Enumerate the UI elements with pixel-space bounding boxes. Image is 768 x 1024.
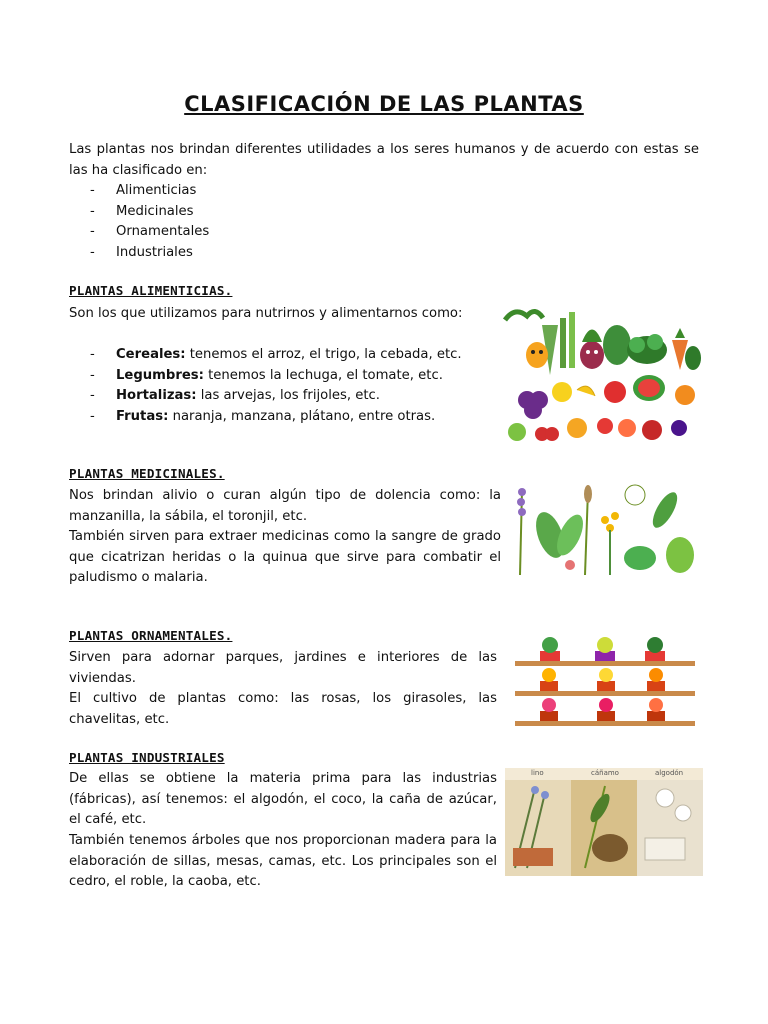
desc: las arvejas, los frijoles, etc. bbox=[196, 388, 380, 403]
list-item: - Alimenticias bbox=[90, 181, 209, 202]
industriales-p1: De ellas se obtiene la materia prima para las industrias (fábricas), así tenemos: el algodón, el coco, la caña de azúcar, el café, etc. bbox=[69, 771, 497, 827]
fibers-icon bbox=[505, 768, 703, 876]
section-heading-alimenticias: PLANTAS ALIMENTICIAS. bbox=[69, 283, 233, 298]
list-item bbox=[90, 345, 500, 366]
list-item: - Ornamentales bbox=[90, 222, 209, 243]
alimenticias-list bbox=[90, 345, 500, 427]
ornamentales-p2: El cultivo de plantas como: las rosas, los girasoles, las chavelitas, etc. bbox=[69, 691, 497, 727]
term: Legumbres: bbox=[116, 367, 204, 383]
types-list bbox=[90, 181, 209, 263]
intro-paragraph: Las plantas nos brindan diferentes utilidades a los seres humanos y de acuerdo con estas se las ha clasificado en: bbox=[69, 142, 699, 178]
section-heading-medicinales: PLANTAS MEDICINALES. bbox=[69, 466, 225, 481]
term: Hortalizas: bbox=[116, 388, 197, 403]
industriales-p2: También tenemos árboles que nos proporcionan madera para la elaboración de sillas, mesas, camas, etc. Los principales son el cedro, el roble, la caoba, etc. bbox=[69, 833, 497, 889]
vegetables-icon bbox=[505, 311, 701, 375]
section-heading-industriales: PLANTAS INDUSTRIALES bbox=[69, 750, 225, 765]
vegetables-fruits-illustration bbox=[497, 300, 702, 450]
term: Cereales: bbox=[116, 347, 186, 362]
herbs-icon bbox=[517, 485, 694, 575]
term: Frutas: bbox=[116, 408, 169, 424]
alimenticias-text: Son los que utilizamos para nutrirnos y alimentarnos como: bbox=[69, 306, 463, 321]
ornamentales-p1: Sirven para adornar parques, jardines e interiores de las viviendas. bbox=[69, 650, 497, 686]
desc: tenemos la lechuga, el tomate, etc. bbox=[203, 367, 443, 383]
fruits-icon bbox=[508, 375, 695, 441]
medicinales-p2: También sirven para extraer medicinas como la sangre de grado que cicatrizan heridas o la quinua que sirve para combatir el paludismo o malaria. bbox=[69, 529, 501, 585]
section-heading-ornamentales: PLANTAS ORNAMENTALES. bbox=[69, 628, 233, 643]
list-item bbox=[90, 407, 500, 428]
potted-plants-shelf-illustration bbox=[510, 633, 700, 733]
medicinales-p1: Nos brindan alivio o curan algún tipo de dolencia como: la manzanilla, la sábila, el toronjil, etc. bbox=[69, 488, 501, 524]
list-item bbox=[90, 386, 500, 407]
industrial-plants-illustration bbox=[505, 768, 703, 876]
list-item bbox=[90, 366, 500, 387]
list-item: - Medicinales bbox=[90, 202, 209, 223]
page-title: CLASIFICACIÓN DE LAS PLANTAS bbox=[184, 92, 584, 116]
desc: naranja, manzana, plátano, entre otras. bbox=[168, 408, 436, 424]
image-label: lino bbox=[531, 769, 544, 777]
list-item: - Industriales bbox=[90, 243, 209, 264]
image-label: algodón bbox=[655, 769, 684, 777]
image-label: cáñamo bbox=[591, 769, 619, 777]
medicinal-plants-illustration bbox=[510, 480, 700, 580]
flower-pot-icon bbox=[540, 637, 665, 721]
desc: tenemos el arroz, el trigo, la cebada, etc. bbox=[185, 347, 462, 362]
